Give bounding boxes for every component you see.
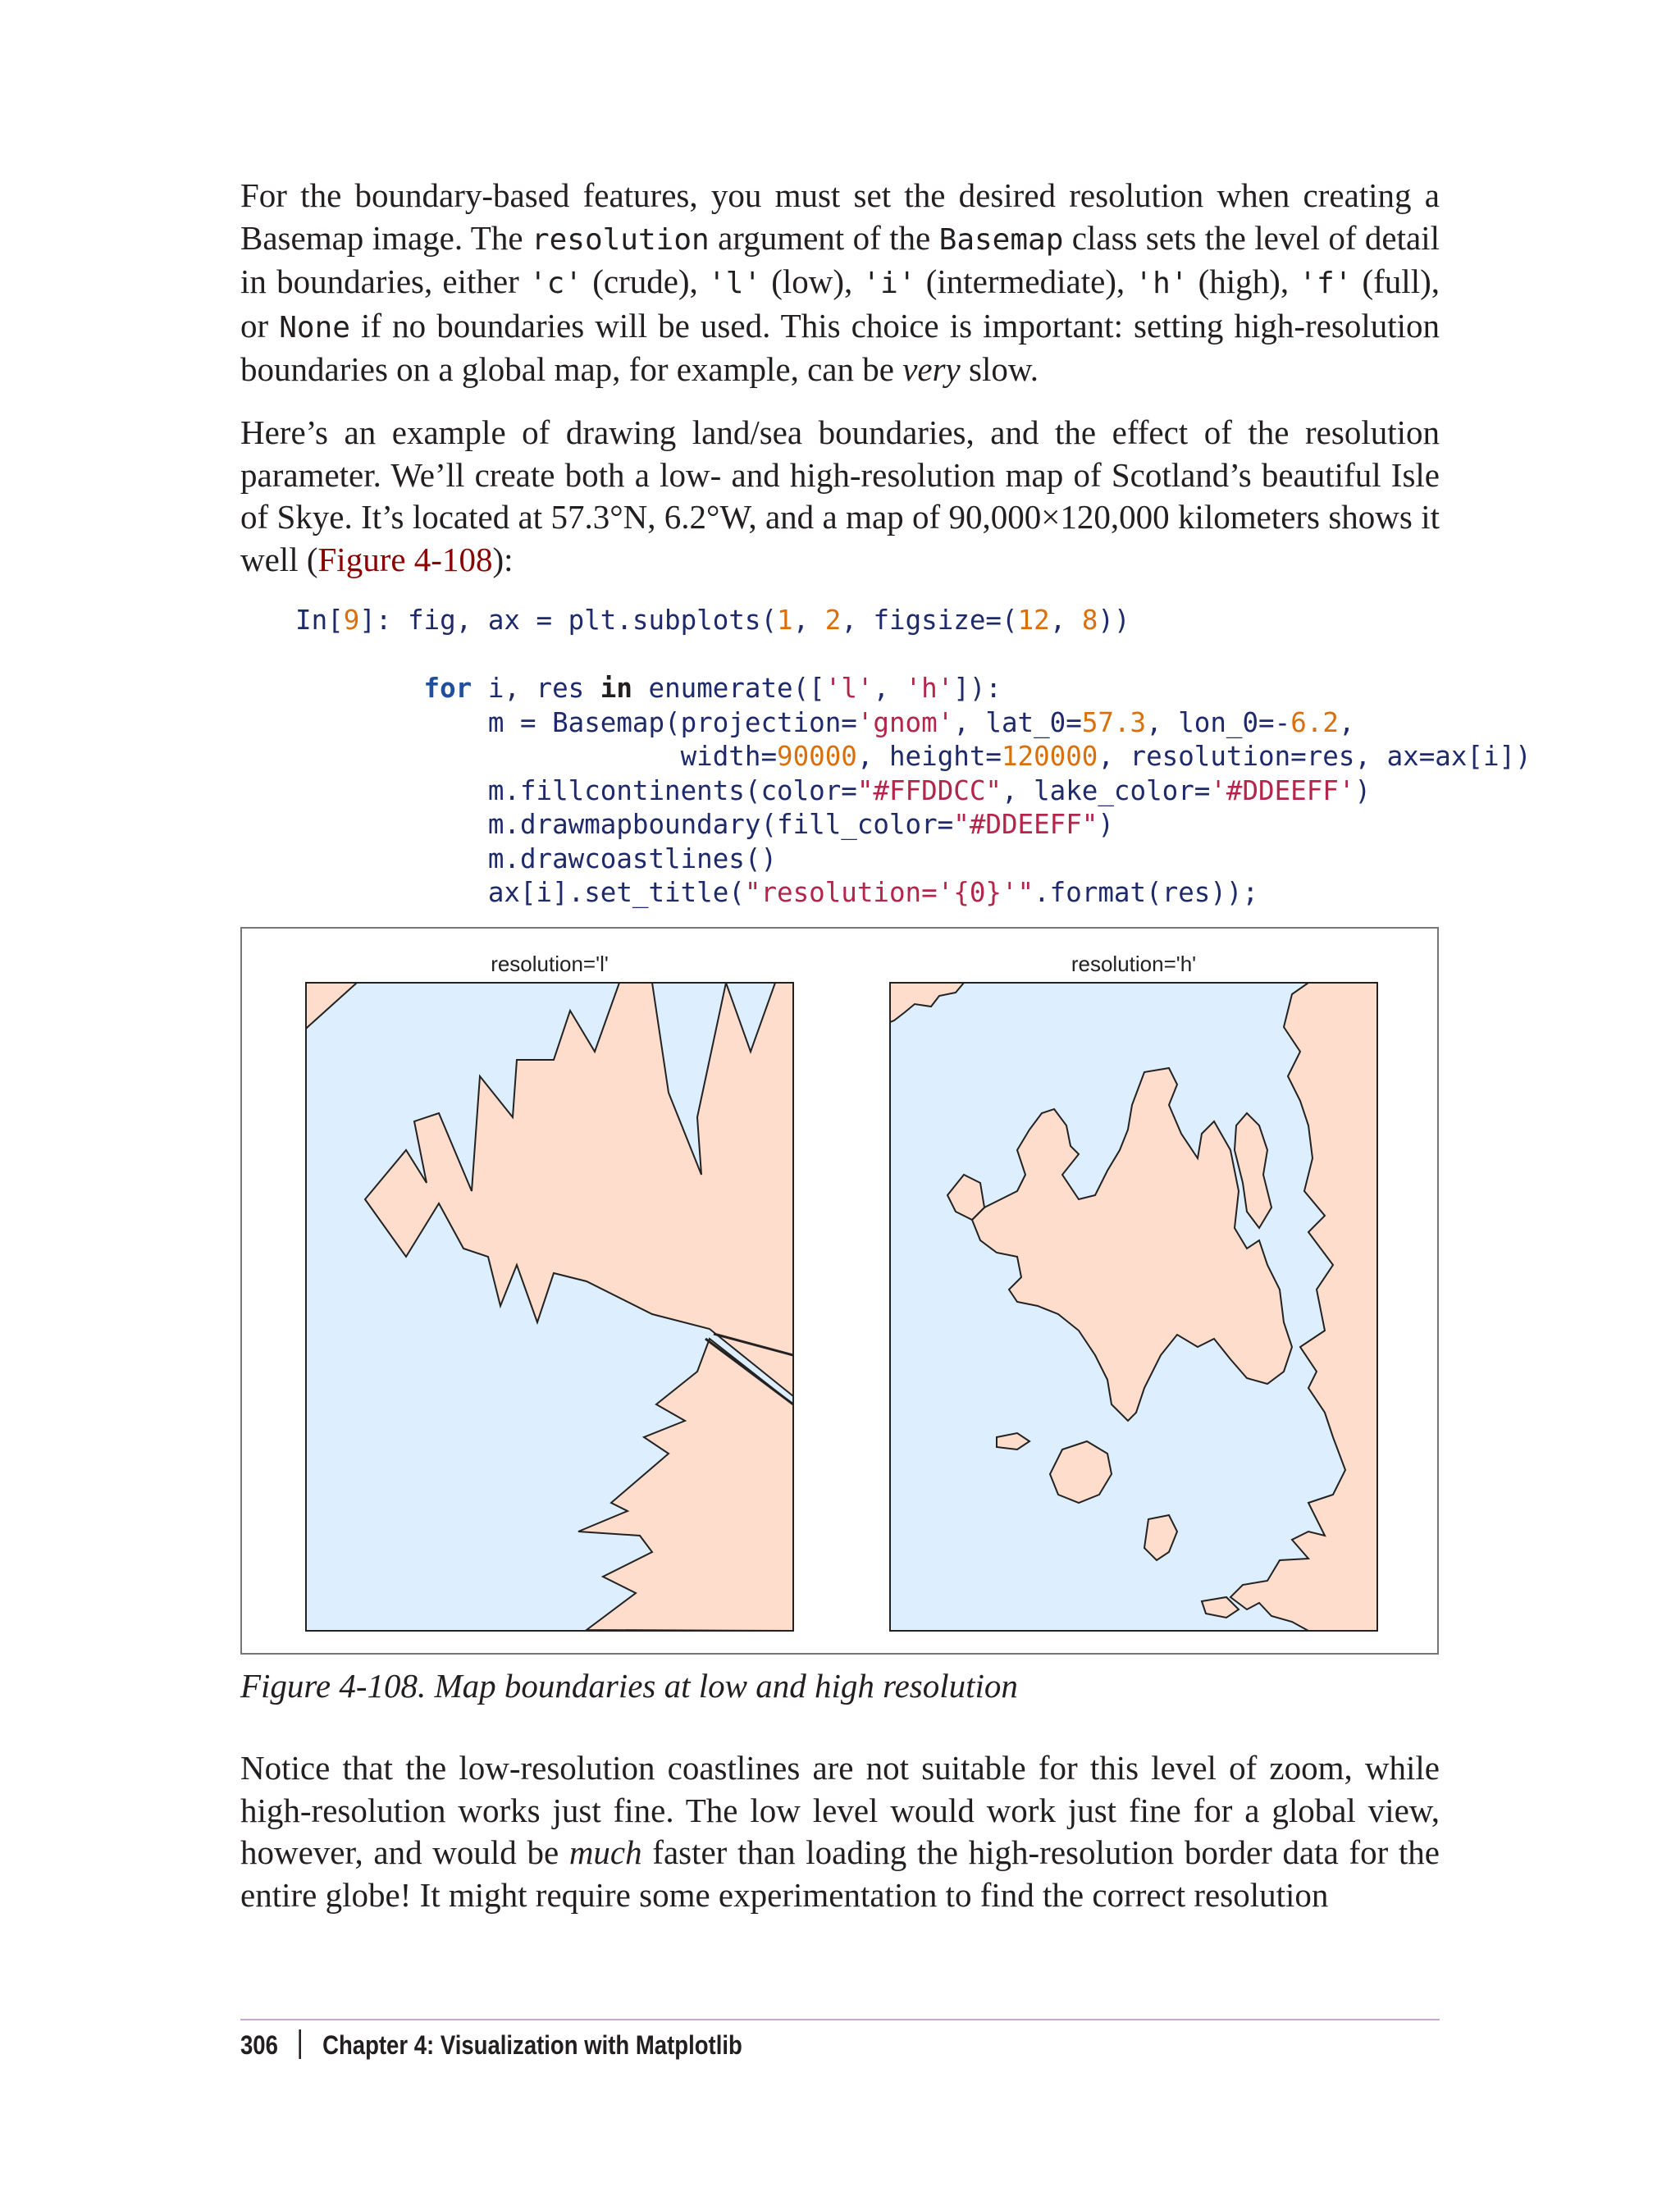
footer-separator bbox=[299, 2029, 302, 2059]
inline-code: 'l' bbox=[708, 267, 762, 300]
inline-code: Basemap bbox=[938, 222, 1064, 257]
inline-code: None bbox=[279, 310, 350, 345]
right-map bbox=[890, 983, 1377, 1631]
paragraph-example: Here’s an example of drawing land/sea boundaries, and the effect of the resolution parameter. We’ll create both a low- and high-resolution map of Scotland’s beautiful Isle of Skye. It’s located at 57.3°N, 6.2°W, and a map of 90,000×120,000 kilometers shows it well (Figure 4-108): bbox=[240, 413, 1440, 578]
inline-code: 'i' bbox=[862, 267, 916, 300]
footer-rule bbox=[240, 2019, 1440, 2020]
figure-caption: Figure 4-108. Map boundaries at low and high resolution bbox=[240, 1667, 1018, 1705]
page-footer bbox=[240, 2029, 742, 2061]
paragraph-resolution: For the boundary-based features, you must set the desired resolution when creating a Basemap image. The resolution argument of the Basemap class sets the level of detail in boundaries, either 'c' (crude), 'l' (low), 'i' (intermediate), 'h' (high), 'f' (full), or None if no boundaries will be used. This choice is important: setting high-resolution boundaries on a global map, for example, can be very slow. bbox=[240, 176, 1440, 388]
chapter-title: Chapter 4: Visualization with Matplotlib bbox=[322, 2030, 742, 2060]
figure-link[interactable]: Figure 4-108 bbox=[317, 540, 493, 578]
paragraph-notice: Notice that the low-resolution coastlines are not suitable for this level of zoom, while high-resolution works just fine. The low level would work just fine for a global view, however, and would be much faster than loading the high-resolution border data for the entire globe! It might require some experimentation to find the correct resolution bbox=[240, 1749, 1440, 1914]
left-map-title: resolution='l' bbox=[491, 952, 609, 976]
left-map bbox=[306, 983, 793, 1631]
code-block: In[9]: fig, ax = plt.subplots(1, 2, figsize=(12, 8)) for i, res in enumerate(['l', 'h']): m = Basemap(projection='gnom', lat_0=57.3, lon_0=-6.2, width=90000, height=120000, resolution=res, ax=ax[i]) m.fillcontinents(color="#FFDDCC", lake_color='#DDEEFF') m.drawmapboundary(fill_color="#DDEEFF") m.drawcoastlines() ax[i].set_title("resolution='{0}'".format(res)); bbox=[295, 605, 1532, 908]
inline-code: 'f' bbox=[1299, 267, 1353, 300]
inline-code: resolution bbox=[531, 222, 710, 257]
page-number: 306 bbox=[240, 2030, 278, 2060]
inline-code: 'h' bbox=[1134, 267, 1189, 300]
figure-maps bbox=[240, 927, 1439, 1655]
inline-code: 'c' bbox=[528, 267, 582, 300]
right-map-title: resolution='h' bbox=[1071, 952, 1197, 976]
map-figure-svg bbox=[242, 929, 1440, 1656]
